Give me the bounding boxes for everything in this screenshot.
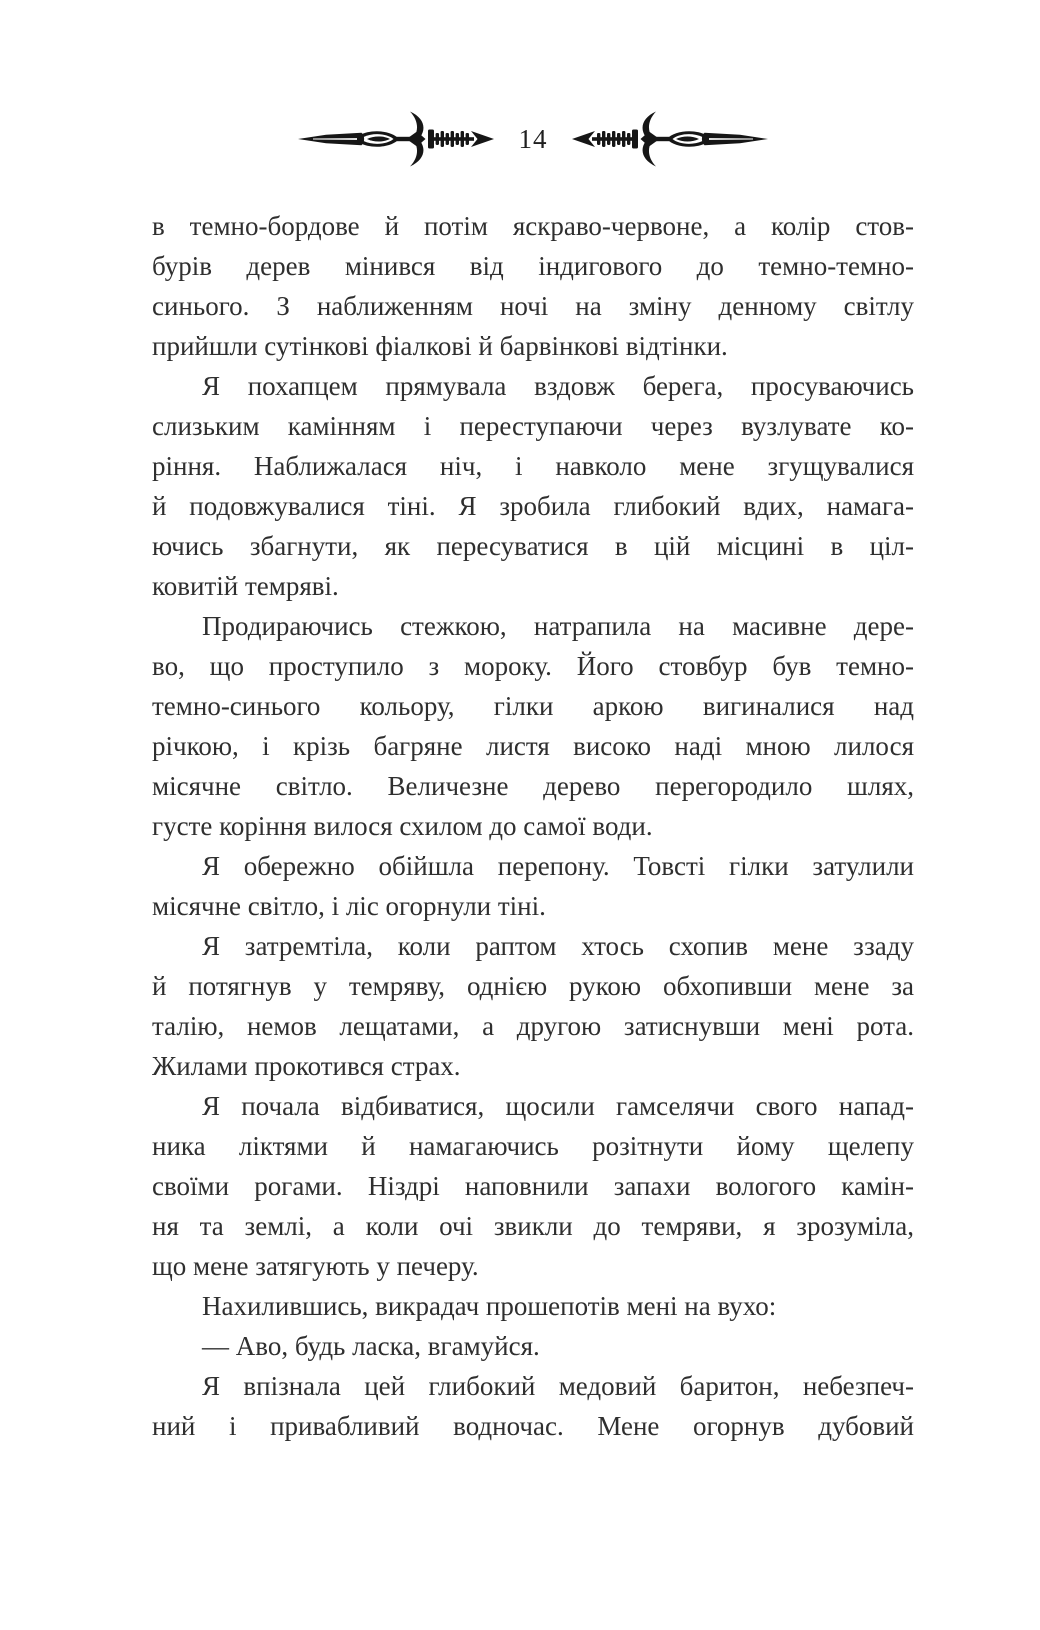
paragraph (152, 1366, 914, 1446)
text-line: талію, немов лещатами, а другою затиснувши мені рота. (152, 1011, 914, 1041)
paragraph (152, 846, 914, 926)
text-line: — Аво, будь ласка, вгамуйся. (202, 1331, 540, 1361)
paragraph-dialogue (152, 1326, 914, 1366)
text-line: Я похапцем прямувала вздовж берега, просуваючись (202, 371, 914, 401)
text-line: синього. З наближенням ночі на зміну денному світлу (152, 291, 914, 321)
text-line: Продираючись стежкою, натрапила на масивне дере- (202, 611, 914, 641)
text-line: Нахилившись, викрадач прошепотів мені на вухо: (202, 1291, 777, 1321)
sword-divider-right-icon (570, 111, 770, 167)
page-number: 14 (518, 123, 548, 154)
text-line: й потягнув у темряву, однією рукою обхопивши мене за (152, 971, 914, 1001)
paragraph (152, 606, 914, 846)
text-line: місячне світло, і ліс огорнули тіні. (152, 891, 546, 921)
paragraph (152, 366, 914, 606)
text-line: й подовжувалися тіні. Я зробила глибокий вдих, намага- (152, 491, 914, 521)
page-text (152, 206, 914, 1446)
paragraph (152, 206, 914, 366)
text-line: густе коріння вилося схилом до самої води. (152, 811, 653, 841)
page-header (152, 110, 914, 168)
text-line: ника ліктями й намагаючись розітнути йому щелепу (152, 1131, 914, 1161)
text-line: бурів дерев мінився від індигового до темно-темно- (152, 251, 914, 281)
text-line: ючись збагнути, як пересуватися в цій місцині в ціл- (152, 531, 914, 561)
sword-divider-left-icon (296, 111, 496, 167)
paragraph (152, 1086, 914, 1286)
text-line: Я почала відбиватися, щосили гамселячи свого напад- (202, 1091, 914, 1121)
text-line: Я впізнала цей глибокий медовий баритон, небезпеч- (202, 1371, 914, 1401)
text-line: своїми рогами. Ніздрі наповнили запахи вологого камін- (152, 1171, 914, 1201)
text-line: прийшли сутінкові фіалкові й барвінкові відтінки. (152, 331, 728, 361)
text-line: Я обережно обійшла перепону. Товсті гілки затулили (202, 851, 914, 881)
text-line: Жилами прокотився страх. (152, 1051, 461, 1081)
text-line: в темно-бордове й потім яскраво-червоне, а колір стов- (152, 211, 914, 241)
paragraph (152, 1286, 914, 1326)
text-line: ний і привабливий водночас. Мене огорнув дубовий (152, 1411, 914, 1441)
text-line: слизьким камінням і переступаючи через вузлувате ко- (152, 411, 914, 441)
text-line: ріння. Наближалася ніч, і навколо мене згущувалися (152, 451, 914, 481)
text-line: во, що проступило з мороку. Його стовбур був темно- (152, 651, 914, 681)
text-line: Я затремтіла, коли раптом хтось схопив мене ззаду (202, 931, 914, 961)
text-line: ня та землі, а коли очі звикли до темряви, я зрозуміла, (152, 1211, 914, 1241)
text-line: місячне світло. Величезне дерево перегородило шлях, (152, 771, 914, 801)
text-line: що мене затягують у печеру. (152, 1251, 479, 1281)
text-line: річкою, і крізь багряне листя високо наді мною лилося (152, 731, 914, 761)
text-line: темно-синього кольору, гілки аркою вигиналися над (152, 691, 914, 721)
text-line: ковитій темряві. (152, 571, 339, 601)
paragraph (152, 926, 914, 1086)
